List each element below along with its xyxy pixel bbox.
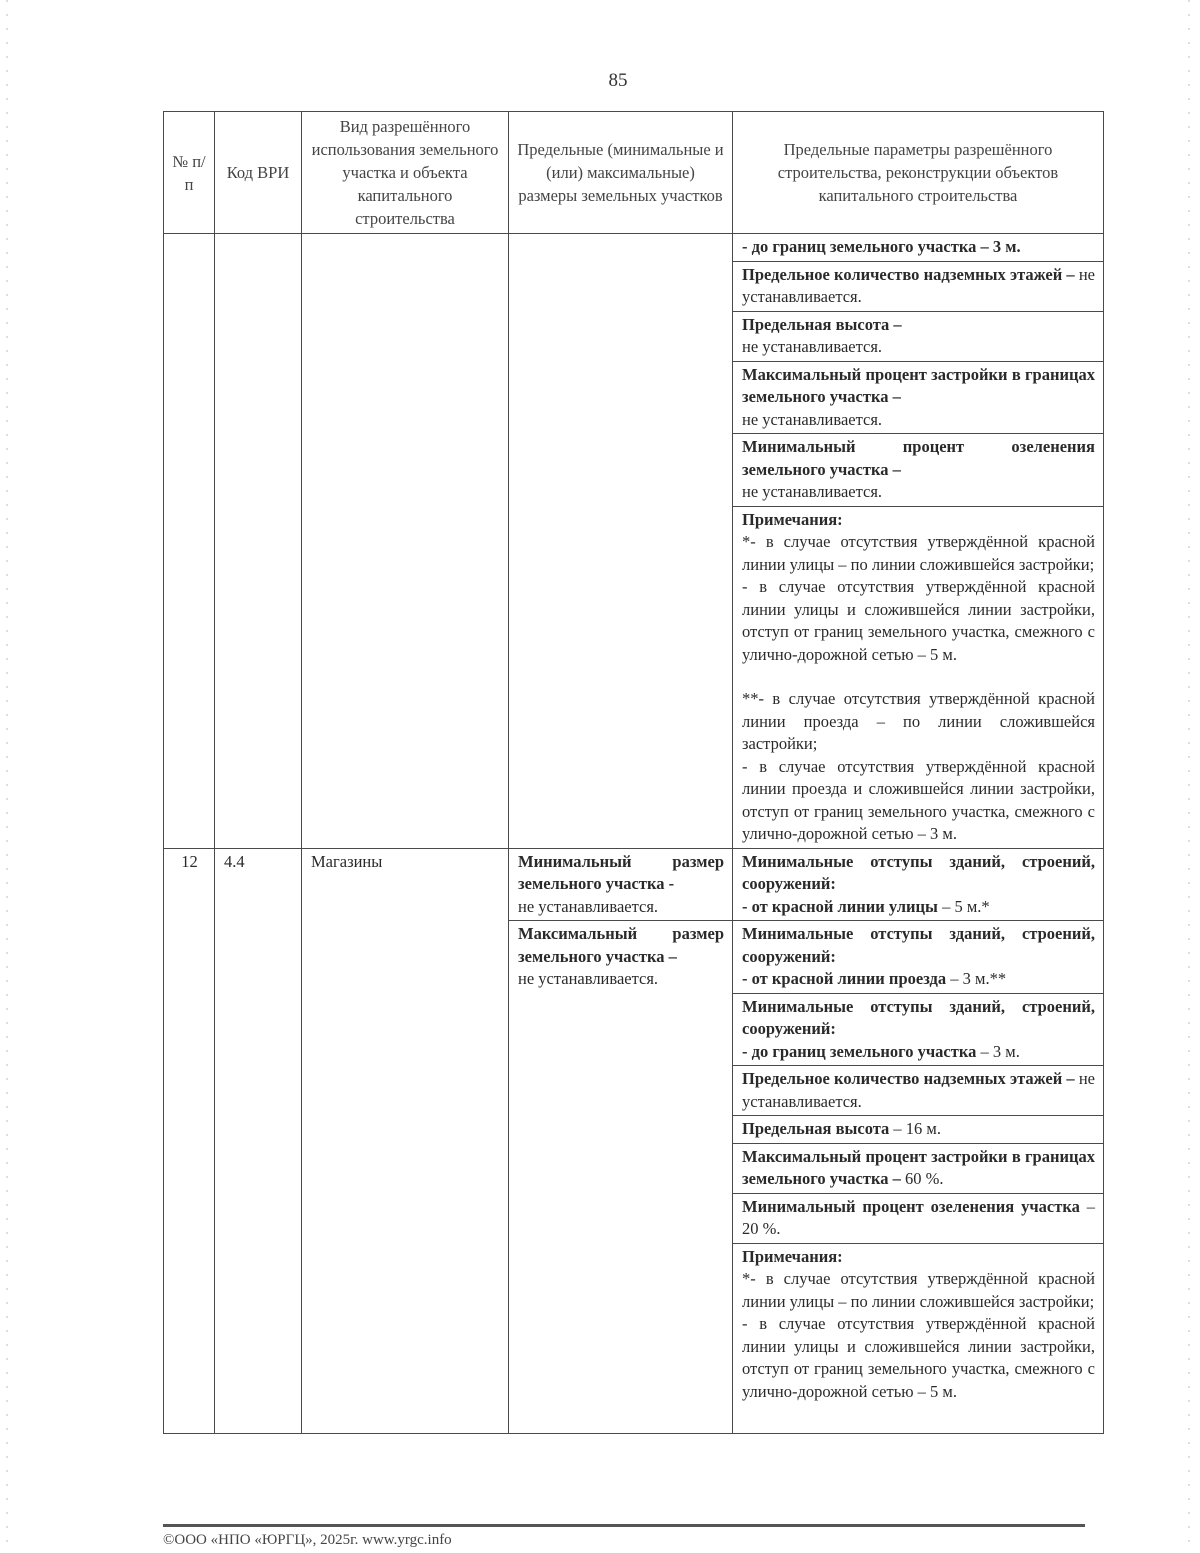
param-label: Минимальные отступы зданий, строений, сооружений:	[742, 996, 1095, 1038]
param-value: – 20 %.	[742, 1196, 1096, 1238]
note-text: - в случае отсутствия утверждённой красной линии улицы и сложившейся линии застройки, отступ от границ земельного участка, смежного с улично-дорожной сетью – 5 м.	[742, 1314, 1095, 1401]
param-label: - от красной линии улицы	[742, 896, 938, 916]
notes-cell	[733, 506, 1104, 848]
row-num: 12	[164, 848, 215, 1434]
param-label: - от красной линии проезда	[742, 969, 947, 988]
regulations-table	[163, 111, 1104, 1434]
param-text: - до границ земельного участка – 3 м.	[742, 237, 1021, 256]
param-cell	[733, 1066, 1104, 1116]
size-value: не устанавливается.	[518, 896, 659, 916]
notes-title: Примечания:	[742, 1246, 843, 1266]
param-value: – 16 м.	[889, 1119, 941, 1138]
param-label: - до границ земельного участка	[742, 1041, 977, 1061]
param-value: не устанавливается.	[742, 482, 883, 501]
param-cell	[733, 234, 1104, 262]
param-value: не устанавливается.	[742, 264, 1095, 306]
size-value: не устанавливается.	[518, 969, 659, 988]
cont-num-cell	[164, 234, 215, 849]
param-cell	[733, 361, 1104, 434]
param-label: Минимальные отступы зданий, строений, сооружений:	[742, 924, 1095, 966]
param-label: Предельная высота –	[742, 314, 902, 334]
param-value: – 5 м.*	[937, 896, 990, 916]
page-number: 85	[608, 70, 628, 91]
table-row	[164, 234, 1104, 262]
note-text: *- в случае отсутствия утверждённой красной линии улицы – по линии сложившейся застройки;	[742, 1269, 1095, 1311]
note-text: **- в случае отсутствия утверждённой красной линии проезда – по линии сложившейся застройки;	[742, 689, 1095, 753]
param-label: Максимальный процент застройки в границах земельного участка –	[742, 364, 1095, 406]
footer-rule	[163, 1524, 1085, 1527]
param-cell	[733, 311, 1104, 361]
param-label: Предельная высота	[742, 1119, 890, 1138]
min-size-cell	[509, 848, 733, 921]
cont-sizes-cell	[509, 234, 733, 849]
param-cell	[733, 848, 1104, 921]
notes-cell	[733, 1243, 1104, 1434]
scan-edge-dots	[6, 0, 8, 1553]
header-code: Код ВРИ	[215, 112, 302, 234]
row-kind: Магазины	[302, 848, 509, 1434]
size-label: Минимальный размер земельного участка -	[518, 851, 724, 893]
row-code: 4.4	[215, 848, 302, 1434]
header-params: Предельные параметры разрешённого строительства, реконструкции объектов капитального строительства	[733, 112, 1104, 234]
header-sizes: Предельные (минимальные и (или) максимальные) размеры земельных участков	[509, 112, 733, 234]
param-cell	[733, 434, 1104, 507]
table-header-row	[164, 112, 1104, 234]
footer-copyright: ©ООО «НПО «ЮРГЦ», 2025г. www.yrgc.info	[163, 1532, 452, 1548]
cont-kind-cell	[302, 234, 509, 849]
param-value: – 3 м.**	[946, 969, 1007, 988]
note-text: - в случае отсутствия утверждённой красной линии проезда и сложившейся линии застройки, отступ от границ земельного участка, смежного с улично-дорожной сетью – 3 м.	[742, 756, 1095, 843]
param-cell	[733, 261, 1104, 311]
param-value: не устанавливается.	[742, 1069, 1095, 1111]
param-label: Минимальный процент озеленения земельного участка –	[742, 437, 1095, 479]
param-value: не устанавливается.	[742, 337, 883, 356]
notes-title: Примечания:	[742, 509, 843, 529]
param-cell	[733, 993, 1104, 1066]
param-value: – 3 м.	[976, 1041, 1020, 1061]
note-text: - в случае отсутствия утверждённой красной линии улицы и сложившейся линии застройки, отступ от границ земельного участка, смежного с улично-дорожной сетью – 5 м.	[742, 577, 1095, 664]
header-kind: Вид разрешённого использования земельного участка и объекта капитального строительства	[302, 112, 509, 234]
cont-code-cell	[215, 234, 302, 849]
param-label: Минимальные отступы зданий, строений, сооружений:	[742, 851, 1095, 893]
max-size-cell	[509, 921, 733, 1434]
table-row	[164, 848, 1104, 921]
param-cell	[733, 1143, 1104, 1193]
param-cell	[733, 921, 1104, 994]
header-num: № п/п	[164, 112, 215, 234]
param-label: Минимальный процент озеленения участка	[742, 1196, 1080, 1216]
param-label: Предельное количество надземных этажей –	[742, 1069, 1075, 1088]
scan-edge-dots	[1188, 0, 1190, 1553]
param-cell	[733, 1116, 1104, 1144]
note-text: *- в случае отсутствия утверждённой красной линии улицы – по линии сложившейся застройки;	[742, 532, 1095, 574]
size-label: Максимальный размер земельного участка –	[518, 924, 724, 966]
param-label: Максимальный процент застройки в границах земельного участка –	[742, 1146, 1095, 1188]
param-cell	[733, 1193, 1104, 1243]
param-value: 60 %.	[900, 1169, 944, 1188]
param-label: Предельное количество надземных этажей –	[742, 264, 1075, 284]
param-value: не устанавливается.	[742, 409, 883, 429]
